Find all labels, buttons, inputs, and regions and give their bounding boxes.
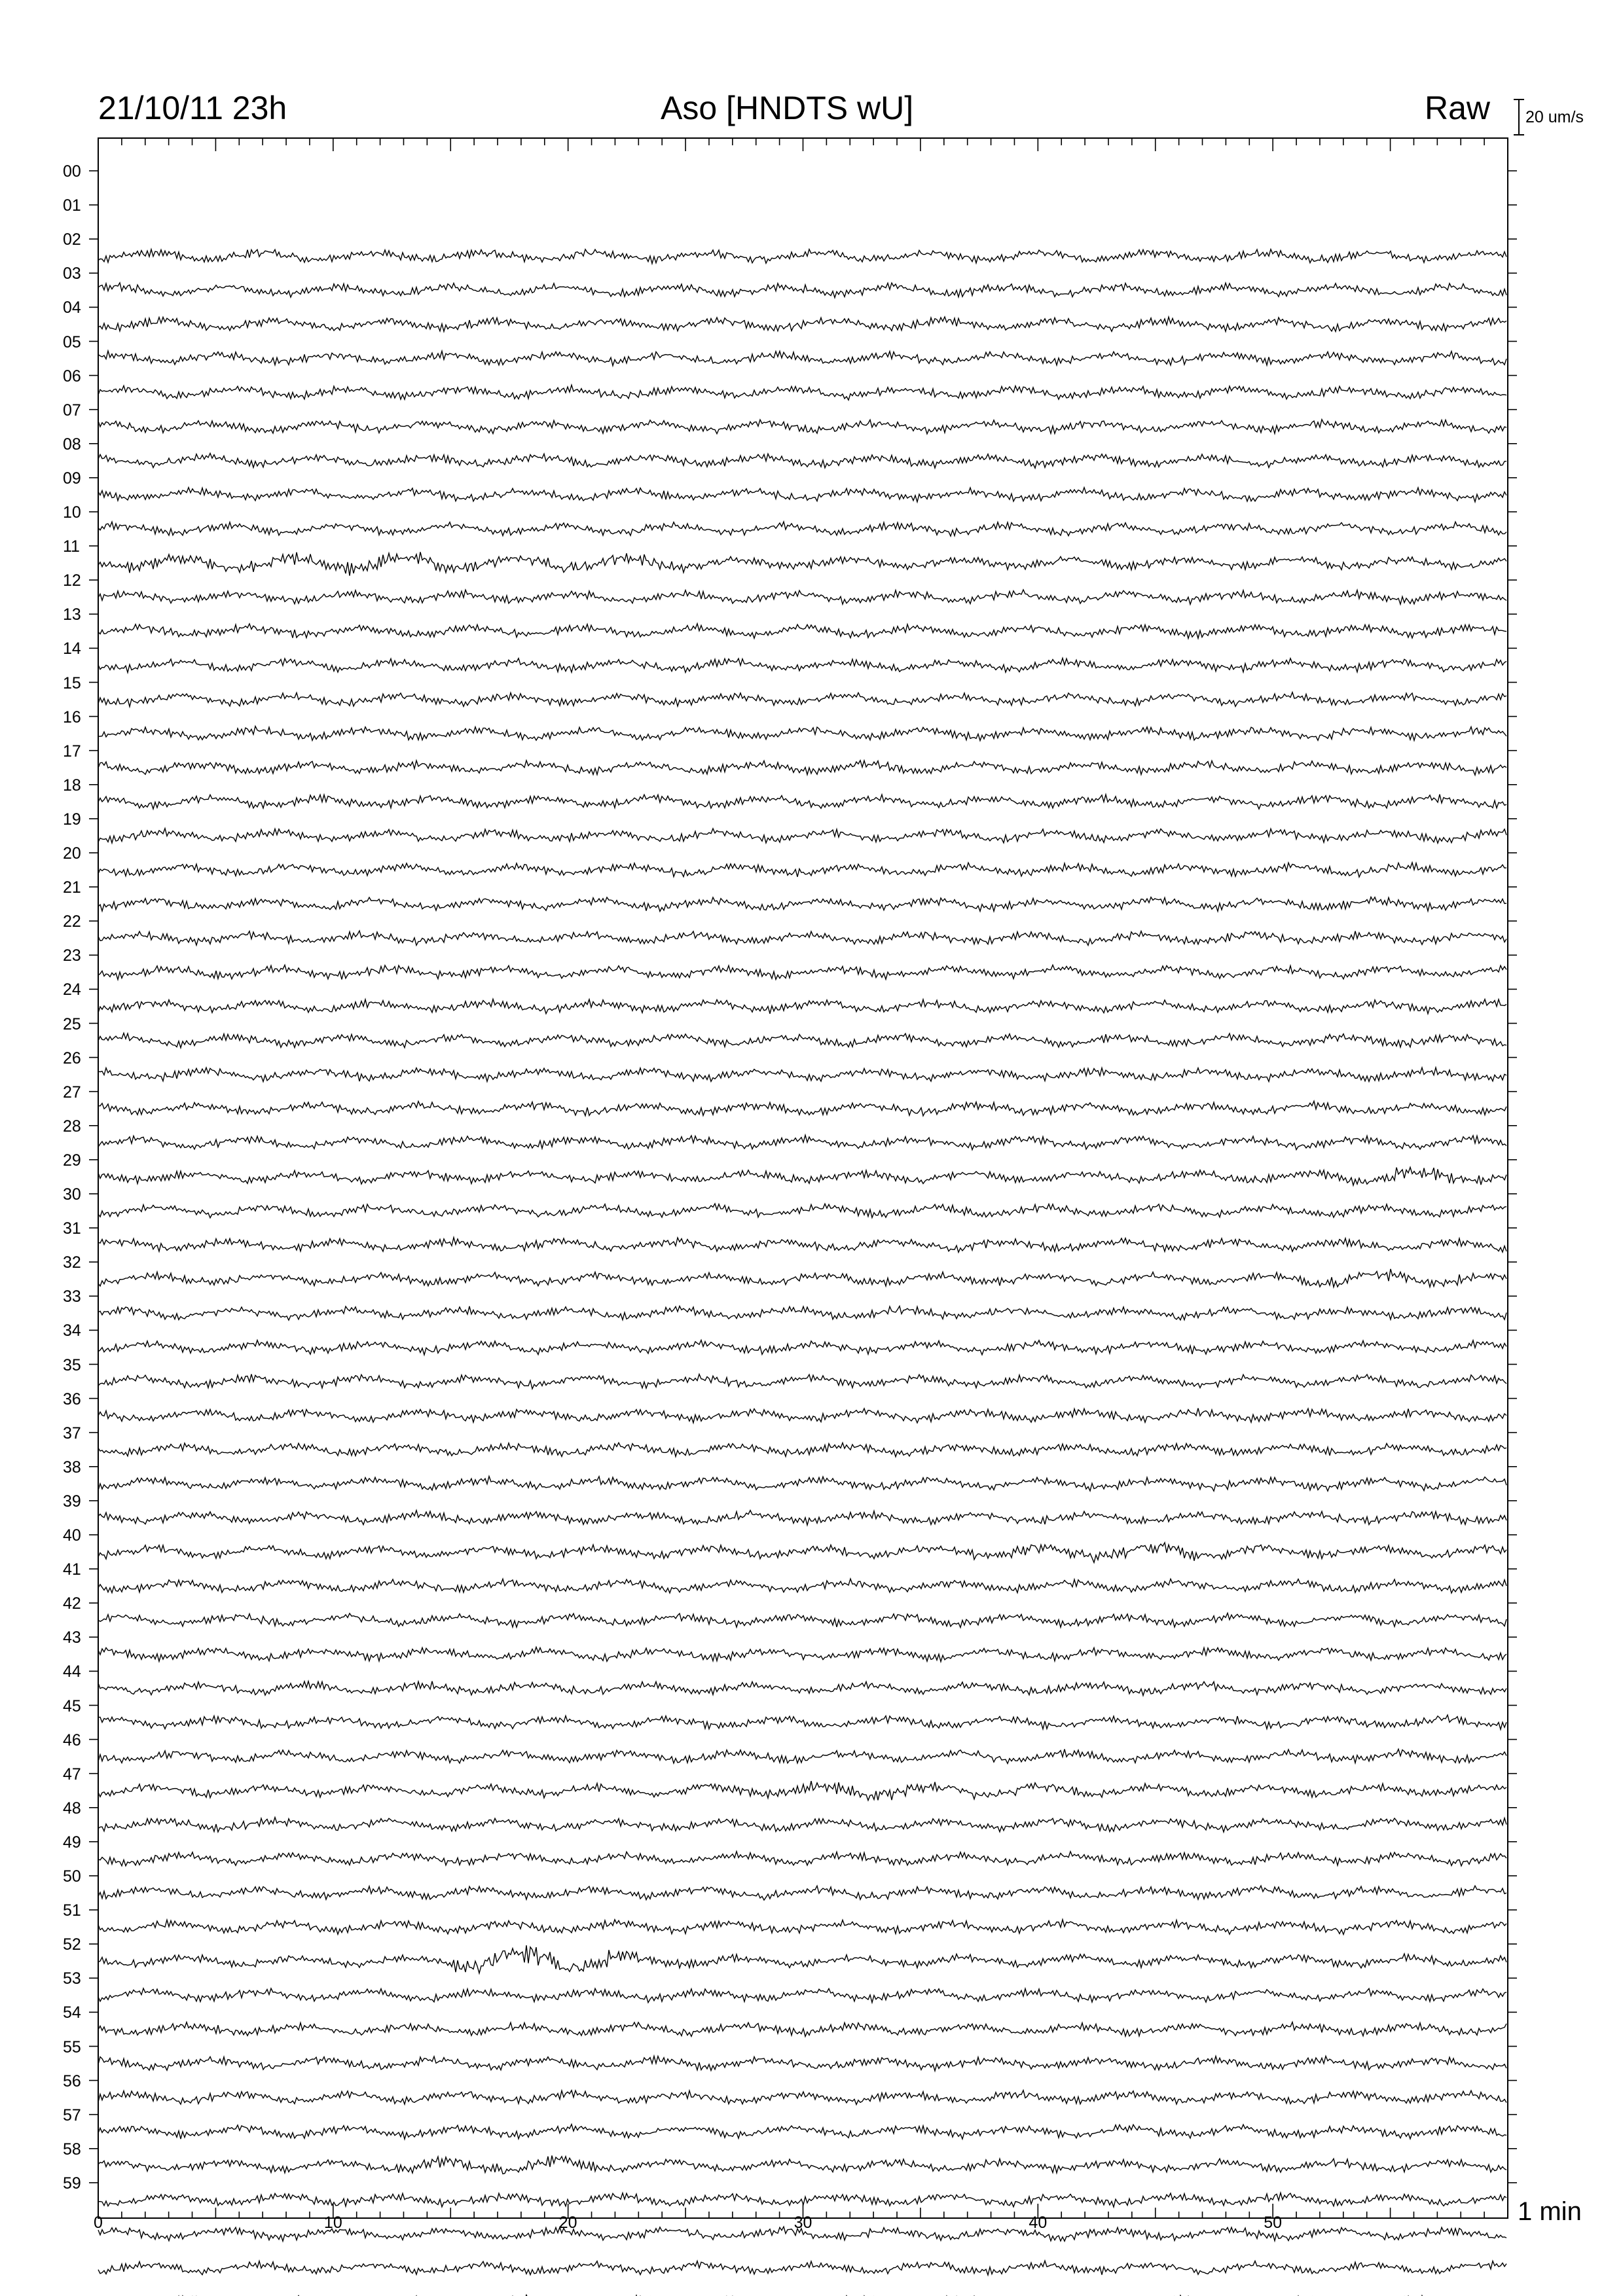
seismic-trace <box>98 1340 1506 1355</box>
seismic-trace <box>98 1511 1506 1526</box>
seismic-trace <box>98 1920 1506 1935</box>
x-tick-label: 40 <box>1029 2214 1048 2232</box>
row-label: 23 <box>63 946 81 965</box>
seismic-trace <box>98 2022 1506 2037</box>
seismic-trace <box>98 692 1506 707</box>
record-date-hour: 21/10/11 23h <box>98 90 287 126</box>
row-label: 11 <box>63 537 80 556</box>
row-label: 43 <box>63 1628 81 1647</box>
x-tick-label: 30 <box>793 2214 812 2232</box>
row-label: 42 <box>63 1594 81 1613</box>
seismic-trace <box>98 931 1506 945</box>
row-label: 03 <box>63 264 81 283</box>
seismic-trace <box>98 1067 1506 1082</box>
row-label: 56 <box>63 2072 81 2090</box>
row-label: 38 <box>63 1458 81 1477</box>
row-label: 22 <box>63 912 81 931</box>
row-label: 41 <box>63 1560 81 1579</box>
row-label: 05 <box>63 332 81 351</box>
row-label: 26 <box>63 1049 81 1067</box>
seismic-trace <box>98 1818 1506 1833</box>
row-label: 58 <box>63 2140 81 2159</box>
seismic-trace <box>98 1135 1506 1149</box>
seismic-trace <box>98 795 1506 809</box>
row-label: 39 <box>63 1492 81 1511</box>
seismic-trace <box>98 249 1506 264</box>
seismic-trace <box>98 624 1506 639</box>
row-label: 16 <box>63 708 81 726</box>
x-tick-label: 0 <box>94 2214 103 2232</box>
row-label: 00 <box>63 162 81 181</box>
row-label: 06 <box>63 367 81 386</box>
amplitude-scale-label: 20 um/s <box>1525 108 1584 126</box>
row-label: 17 <box>63 742 81 761</box>
seismic-trace <box>98 1781 1506 1801</box>
row-label: 28 <box>63 1117 81 1136</box>
seismic-trace <box>98 1579 1506 1593</box>
seismic-trace <box>98 2056 1506 2071</box>
seismic-trace <box>98 1238 1506 1253</box>
seismic-trace <box>98 1269 1506 1287</box>
seismic-trace <box>98 999 1506 1014</box>
row-label: 51 <box>63 1901 81 1920</box>
row-label: 49 <box>63 1833 81 1852</box>
row-label: 52 <box>63 1935 81 1954</box>
seismic-trace <box>98 385 1506 400</box>
row-label: 07 <box>63 401 81 420</box>
seismic-trace <box>98 897 1506 911</box>
row-label: 36 <box>63 1390 81 1408</box>
row-label: 20 <box>63 844 81 863</box>
seismic-trace <box>98 488 1506 502</box>
seismic-trace <box>98 2125 1506 2140</box>
row-label: 15 <box>63 673 81 692</box>
chart-title: Aso [HNDTS wU] <box>661 90 914 126</box>
time-unit-label: 1 min <box>1518 2197 1582 2226</box>
x-tick-label: 20 <box>558 2214 577 2232</box>
seismic-trace <box>98 658 1506 673</box>
row-label: 19 <box>63 810 81 829</box>
row-label: 25 <box>63 1014 81 1033</box>
seismic-trace <box>98 1681 1506 1696</box>
row-label: 08 <box>63 435 81 454</box>
seismic-trace <box>98 1613 1506 1628</box>
row-label: 55 <box>63 2037 81 2056</box>
seismic-trace <box>98 863 1506 877</box>
seismic-trace <box>98 1408 1506 1424</box>
seismic-trace <box>98 1477 1506 1492</box>
row-label: 04 <box>63 298 81 317</box>
seismic-trace <box>98 1167 1506 1185</box>
seismic-trace <box>98 283 1506 298</box>
row-label: 31 <box>63 1219 81 1238</box>
seismic-trace <box>98 2193 1506 2207</box>
seismic-trace <box>98 1715 1506 1729</box>
row-label: 57 <box>63 2106 81 2125</box>
seismic-trace <box>98 1204 1506 1218</box>
seismic-trace <box>98 1033 1506 1048</box>
row-label: 53 <box>63 1969 81 1988</box>
row-label: 44 <box>63 1662 81 1681</box>
row-label: 32 <box>63 1253 81 1272</box>
seismic-trace <box>98 2155 1506 2174</box>
filter-label: Raw <box>1425 90 1491 126</box>
row-label: 37 <box>63 1424 81 1443</box>
row-label: 09 <box>63 469 81 488</box>
row-label: 18 <box>63 776 81 795</box>
x-tick-label: 10 <box>323 2214 342 2232</box>
seismic-trace <box>98 454 1506 469</box>
row-label: 40 <box>63 1526 81 1545</box>
seismic-trace <box>98 2261 1506 2275</box>
row-label: 34 <box>63 1321 81 1340</box>
seismic-trace <box>98 1443 1506 1456</box>
x-tick-label: 50 <box>1264 2214 1283 2232</box>
row-label: 33 <box>63 1287 81 1306</box>
seismic-trace <box>98 726 1506 741</box>
seismic-trace <box>98 1647 1506 1662</box>
seismic-trace <box>98 761 1506 775</box>
seismic-trace <box>98 317 1506 332</box>
row-label: 30 <box>63 1185 81 1204</box>
row-label: 50 <box>63 1867 81 1886</box>
row-label: 14 <box>63 639 81 658</box>
row-label: 29 <box>63 1151 81 1170</box>
row-label: 13 <box>63 605 81 624</box>
seismic-trace <box>98 1852 1506 1866</box>
seismic-trace <box>98 590 1506 604</box>
seismic-trace <box>98 1749 1506 1763</box>
seismic-trace <box>98 420 1506 434</box>
seismic-trace <box>98 522 1506 536</box>
row-label: 54 <box>63 2003 81 2022</box>
row-label: 47 <box>63 1765 81 1784</box>
row-label: 10 <box>63 503 81 522</box>
seismic-trace <box>98 1886 1506 1900</box>
row-label: 24 <box>63 980 81 999</box>
seismic-trace <box>98 1101 1506 1116</box>
row-label: 48 <box>63 1799 81 1818</box>
row-label: 46 <box>63 1731 81 1749</box>
seismic-trace <box>98 1945 1506 1973</box>
seismic-trace <box>98 965 1506 979</box>
row-label: 27 <box>63 1083 81 1102</box>
row-label: 21 <box>63 878 81 897</box>
seismic-trace <box>98 829 1506 844</box>
seismic-trace <box>98 2090 1506 2105</box>
row-label: 45 <box>63 1696 81 1715</box>
row-label: 35 <box>63 1355 81 1374</box>
row-label: 01 <box>63 196 81 215</box>
row-label: 12 <box>63 571 81 590</box>
seismic-trace <box>98 1988 1506 2003</box>
row-label: 59 <box>63 2174 81 2193</box>
seismic-trace <box>98 1306 1506 1321</box>
seismic-trace <box>98 351 1506 366</box>
seismic-trace <box>98 1374 1506 1390</box>
row-label: 02 <box>63 230 81 249</box>
seismic-trace <box>98 1543 1506 1563</box>
seismic-trace <box>98 552 1506 575</box>
